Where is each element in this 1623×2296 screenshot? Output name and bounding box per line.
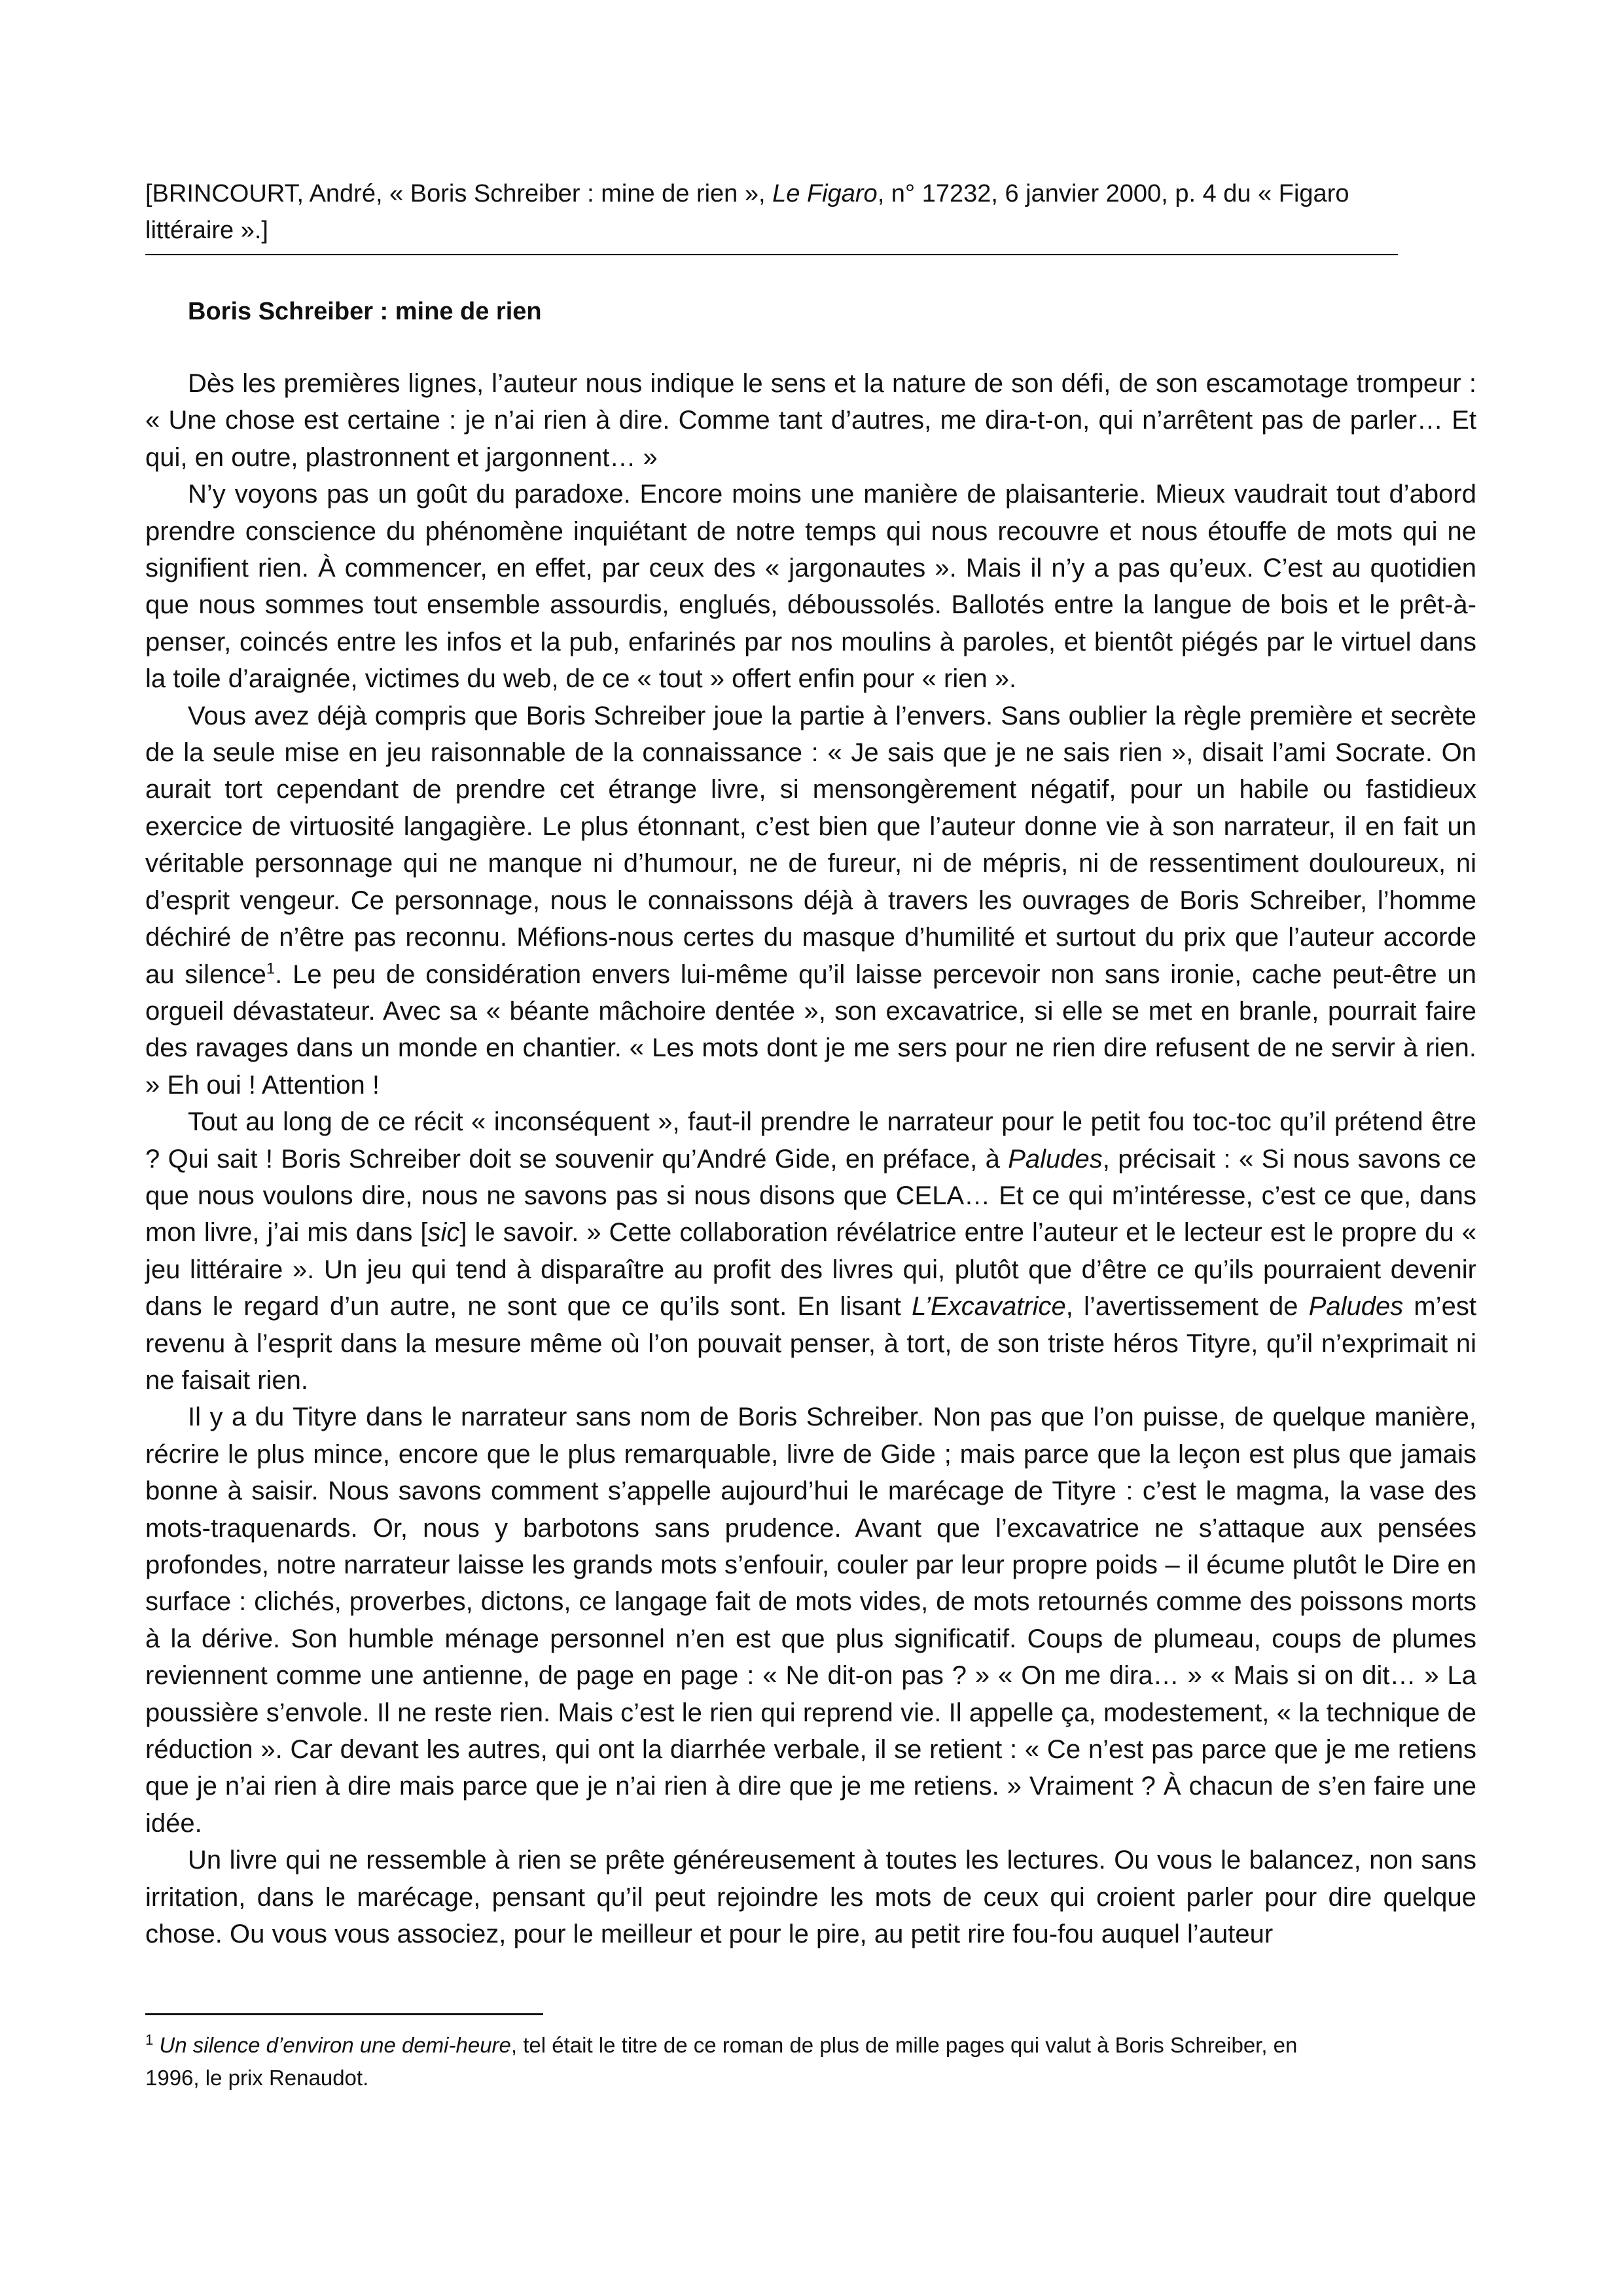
book-title-paludes-2: Paludes — [1308, 1292, 1404, 1321]
paragraph-4-part-e: m’est revenu à l’esprit dans la mesure même où l’on pouvait penser, à tort, de son triste héros Tityre, qu’il n’exprimait ni ne faisait rien. — [145, 1292, 1477, 1395]
footnote-number: 1 — [145, 2032, 154, 2048]
citation-prefix: [BRINCOURT, André, « Boris Schreiber : mine de rien », — [145, 180, 773, 207]
paragraph-4-part-d: , l’avertissement de — [1065, 1292, 1309, 1321]
paragraph-4-part-c: ] le savoir. » Cette collaboration révélatrice entre l’auteur et le lecteur est le propre du « jeu littéraire ». Un jeu qui tend à disparaître au profit des livres qui, plutôt que d’être ce qu’ils pourraient devenir dans le regard d’un autre, ne sont que ce qu’ils sont. En lisant — [145, 1218, 1476, 1321]
paragraph-4-part-b: , précisait : « Si nous savons ce que nous voulons dire, nous ne savons pas si nous disons que CELA… Et ce qui m’intéresse, c’est ce que, dans mon livre, j’ai mis dans [ — [145, 1144, 1476, 1247]
citation-divider — [145, 254, 1398, 255]
article-body — [145, 365, 1476, 1952]
sic-mark: sic — [427, 1218, 460, 1247]
footnote-reference[interactable]: 1 — [266, 960, 276, 978]
citation-journal: Le Figaro — [772, 180, 878, 207]
paragraph-3-part-a: Vous avez déjà compris que Boris Schreiber joue la partie à l’envers. Sans oublier la règle première et secrète de la seule mise en jeu raisonnable de la connaissance : « Je sais que je ne sais rien », disait l’ami Socrate. On aurait tort cependant de prendre cet étrange livre, si mensongèrement négatif, pour un habile ou fastidieux exercice de virtuosité langagière. Le plus étonnant, c’est bien que l’auteur donne vie à son narrateur, il en fait un véritable personnage qui ne manque ni d’humour, ne de fureur, ni de mépris, ni de ressentiment douloureux, ni d’esprit vengeur. Ce personnage, nous le connaissons déjà à travers les ouvrages de Boris Schreiber, l’homme déchiré de n’être pas reconnu. Méfions-nous certes du masque d’humilité et surtout du prix que l’auteur accorde au silence — [145, 701, 1476, 989]
paragraph-4 — [145, 1103, 1476, 1399]
bibliographic-citation — [145, 175, 1389, 249]
paragraph-3-part-b: . Le peu de considération envers lui-même qu’il laisse percevoir non sans ironie, cache peut-être un orgueil dévastateur. Avec sa « béante mâchoire dentée », son excavatrice, si elle se met en branle, pourrait faire des ravages dans un monde en chantier. « Les mots dont je me sers pour ne rien dire refusent de ne servir à rien. » Eh oui ! Attention ! — [145, 960, 1476, 1100]
footnote — [145, 2029, 1336, 2094]
paragraph-5: Il y a du Tityre dans le narrateur sans nom de Boris Schreiber. Non pas que l’on puisse, de quelque manière, récrire le plus mince, encore que le plus remarquable, livre de Gide ; mais parce que la leçon est plus que jamais bonne à saisir. Nous savons comment s’appelle aujourd’hui le marécage de Tityre : c’est le magma, la vase des mots-traquenards. Or, nous y barbotons sans prudence. Avant que l’excavatrice ne s’attaque aux pensées profondes, notre narrateur laisse les grands mots s’enfouir, couler par leur propre poids – il écume plutôt le Dire en surface : clichés, proverbes, dictons, ce langage fait de mots vides, de mots retournés comme des poissons morts à la dérive. Son humble ménage personnel n’en est que plus significatif. Coups de plumeau, coups de plumes reviennent comme une antienne, de page en page : « Ne dit-on pas ? » « On me dira… » « Mais si on dit… » La poussière s’envole. Il ne reste rien. Mais c’est le rien qui reprend vie. Il appelle ça, modestement, « la technique de réduction ». Car devant les autres, qui ont la diarrhée verbale, il se retient : « Ce n’est pas parce que je me retiens que je n’ai rien à dire mais parce que je n’ai rien à dire que je me retiens. » Vraiment ? À chacun de s’en faire une idée. — [145, 1403, 1476, 1838]
footnote-book-title: Un silence d’environ une demi-heure — [159, 2033, 511, 2057]
paragraph-4-part-a: Tout au long de ce récit « inconséquent », faut-il prendre le narrateur pour le petit fou toc-toc qu’il prétend être ? Qui sait ! Boris Schreiber doit se souvenir qu’André Gide, en préface, à — [145, 1107, 1476, 1174]
paragraph-6: Un livre qui ne ressemble à rien se prête généreusement à toutes les lectures. Ou vous le balancez, non sans irritation, dans le marécage, pensant qu’il peut rejoindre les mots de ceux qui croient parler pour dire quelque chose. Ou vous vous associez, pour le meilleur et pour le pire, au petit rire fou-fou auquel l’auteur — [145, 1846, 1476, 1949]
book-title-excavatrice: L’Excavatrice — [912, 1292, 1066, 1321]
footnote-divider — [145, 2013, 543, 2015]
paragraph-2: N’y voyons pas un goût du paradoxe. Encore moins une manière de plaisanterie. Mieux vaudrait tout d’abord prendre conscience du phénomène inquiétant de notre temps qui nous recouvre et nous étouffe de mots qui ne signifient rien. À commencer, en effet, par ceux des « jargonautes ». Mais il n’y a pas qu’eux. C’est au quotidien que nous sommes tout ensemble assourdis, englués, déboussolés. Ballotés entre la langue de bois et le prêt-à-penser, coincés entre les infos et la pub, enfarinés par nos moulins à paroles, et bientôt piégés par le virtuel dans la toile d’araignée, victimes du web, de ce « tout » offert enfin pour « rien ». — [145, 480, 1476, 694]
footnote-text: , tel était le titre de ce roman de plus de mille pages qui valut à Boris Schreiber, en 1996, le prix Renaudot. — [145, 2033, 1298, 2090]
citation-suffix: , n° 17232, 6 janvier 2000, p. 4 du « Figaro littéraire ».] — [145, 180, 1349, 244]
book-title-paludes: Paludes — [1008, 1144, 1103, 1174]
article-title: Boris Schreiber : mine de rien — [188, 298, 542, 325]
paragraph-3 — [145, 698, 1476, 1103]
paragraph-1: Dès les premières lignes, l’auteur nous indique le sens et la nature de son défi, de son escamotage trompeur : « Une chose est certaine : je n’ai rien à dire. Comme tant d’autres, me dira-t-on, qui n’arrêtent pas de parler… Et qui, en outre, plastronnent et jargonnent… » — [145, 369, 1476, 472]
